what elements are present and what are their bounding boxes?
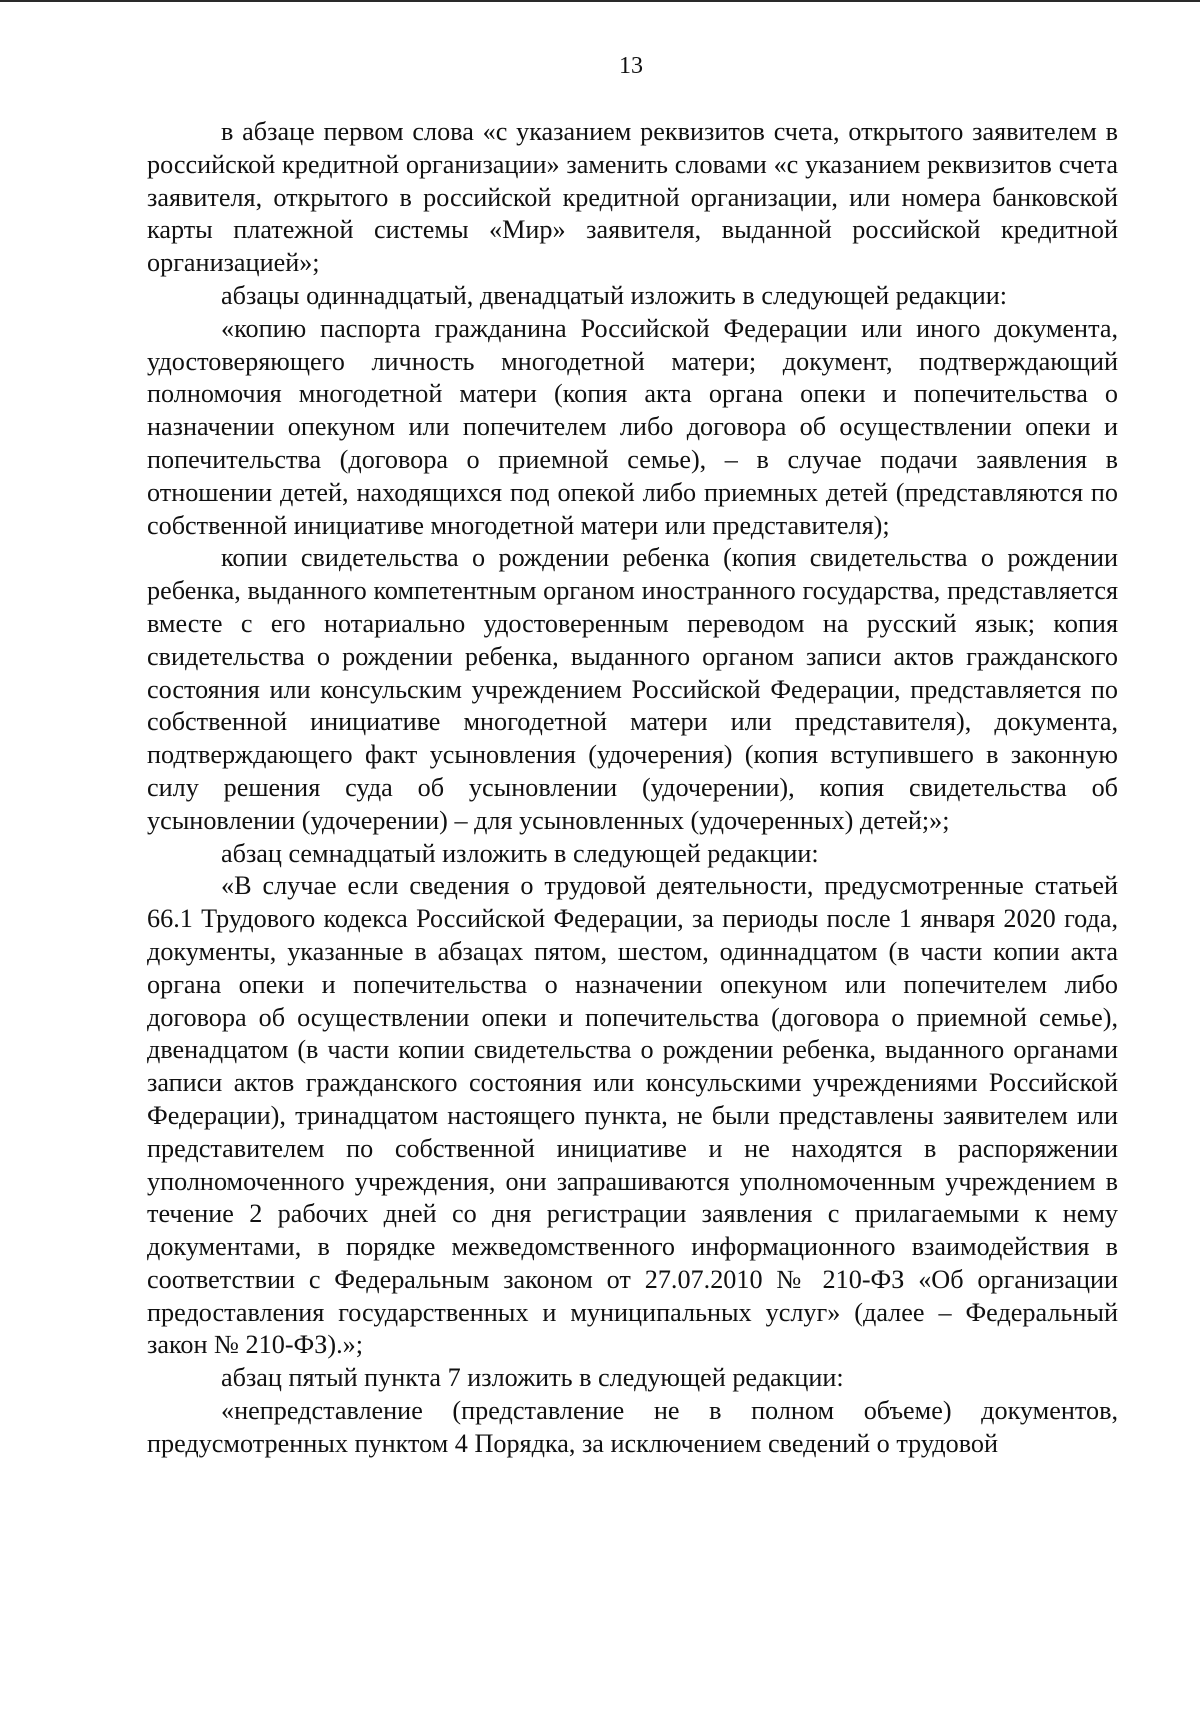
paragraph-account-details-amendment: в абзаце первом слова «с указанием реквизитов счета, открытого заявителем в российской кредитной организации» заменить словами «с указанием реквизитов счета заявителя, открытого в российской кредитной организации, или номера банковской карты платежной системы «Мир» заявителя, выданной российской кредитной организацией»; xyxy=(147,117,1118,278)
document-body xyxy=(147,116,1118,1461)
paragraph-birth-certificate-copies: копии свидетельства о рождении ребенка (копия свидетельства о рождении ребенка, выданного компетентным органом иностранного государства, представляется вместе с его нотариально удостоверенным переводом на русский язык; копия свидетельства о рождении ребенка, выданного органом записи актов гражданского состояния или консульским учреждением Российской Федерации, представляется по собственной инициативе многодетной матери или представителя), документа, подтверждающего факт усыновления (удочерения) (копия вступившего в законную силу решения суда об усыновлении (удочерении), копия свидетельства об усыновлении (удочерении) – для усыновленных (удочеренных) детей;»; xyxy=(147,543,1118,835)
paragraph-non-submission: «непредставление (представление не в полном объеме) документов, предусмотренных пунктом 4 Порядка, за исключением сведений о трудовой xyxy=(147,1396,1118,1458)
paragraph-eleventh-twelfth-intro: абзацы одиннадцатый, двенадцатый изложить в следующей редакции: xyxy=(221,280,1007,310)
scan-top-edge xyxy=(0,0,1200,2)
paragraph-passport-copy: «копию паспорта гражданина Российской Федерации или иного документа, удостоверяющего личность многодетной матери; документ, подтверждающий полномочия многодетной матери (копия акта органа опеки и попечительства о назначении опекуном или попечителем либо договора об осуществлении опеки и попечительства (договора о приемной семье), – в случае подачи заявления в отношении детей, находящихся под опекой либо приемных детей (представляются по собственной инициативе многодетной матери или представителя); xyxy=(147,313,1118,540)
page-number: 13 xyxy=(619,53,643,79)
paragraph-seventeenth-intro: абзац семнадцатый изложить в следующей редакции: xyxy=(221,838,819,868)
paragraph-point-7-intro: абзац пятый пункта 7 изложить в следующей редакции: xyxy=(221,1363,844,1393)
paragraph-interagency-requests: «В случае если сведения о трудовой деятельности, предусмотренные статьей 66.1 Трудового кодекса Российской Федерации, за периоды после 1 января 2020 года, документы, указанные в абзацах пятом, шестом, одиннадцатом (в части копии акта органа опеки и попечительства о назначении опекуном или попечителем либо договора об осуществлении опеки и попечительства (договора о приемной семье), двенадцатом (в части копии свидетельства о рождении ребенка, выданного органами записи актов гражданского состояния или консульскими учреждениями Российской Федерации), тринадцатом настоящего пункта, не были представлены заявителем или представителем по собственной инициативе и не находятся в распоряжении уполномоченного учреждения, они запрашиваются уполномоченным учреждением в течение 2 рабочих дней со дня регистрации заявления с прилагаемыми к нему документами, в порядке межведомственного информационного взаимодействия в соответствии с Федеральным законом от 27.07.2010 № 210-ФЗ «Об организации предоставления государственных и муниципальных услуг» (далее – Федеральный закон № 210-ФЗ).»; xyxy=(147,871,1118,1360)
